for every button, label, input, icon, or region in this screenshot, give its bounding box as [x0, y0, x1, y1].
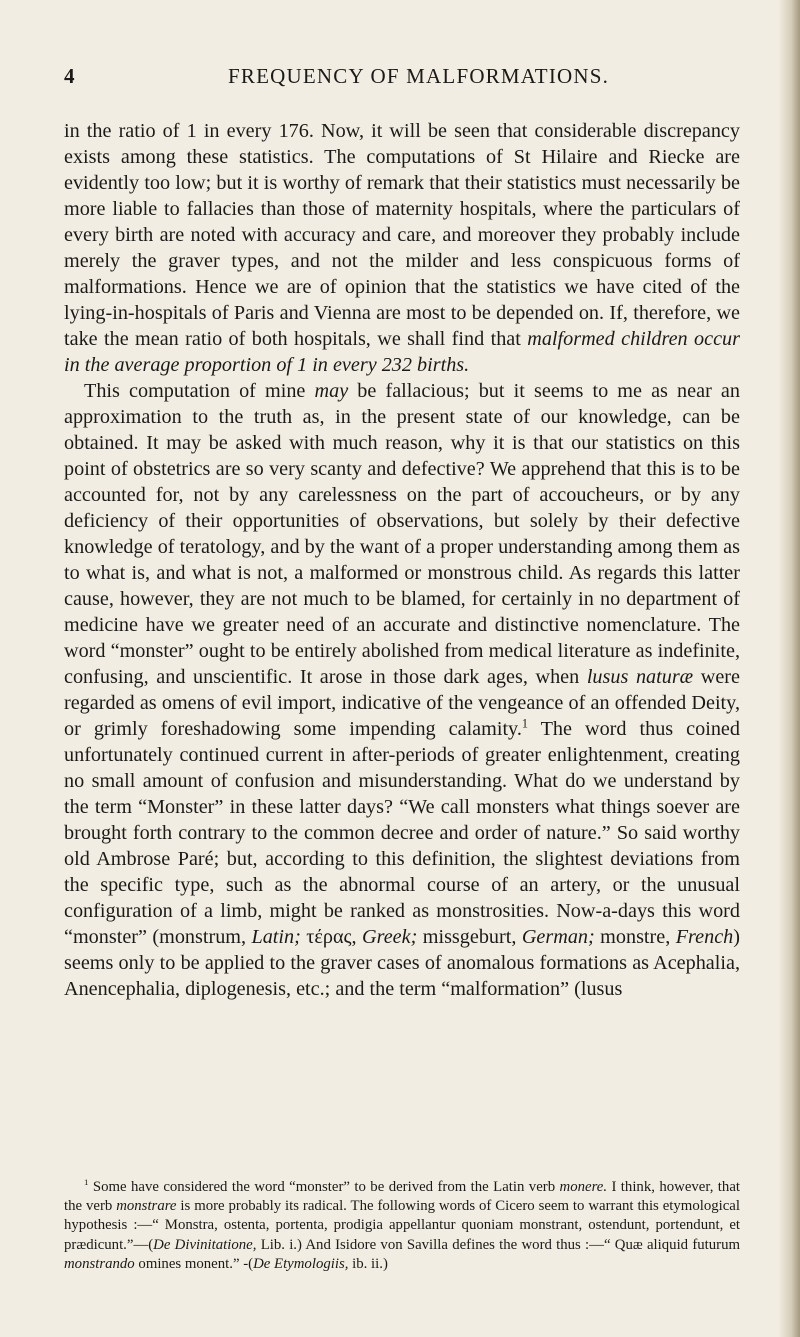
emphasis-french: French [675, 926, 734, 948]
footnote-marker: 1 [84, 1177, 89, 1188]
emphasis-monstrare: monstrare [116, 1198, 177, 1215]
text-run: Lib. i.) And Isidore von Savilla defines the word thus :—“ Quæ aliquid futurum [256, 1236, 740, 1253]
text-run: monstre, [594, 926, 676, 948]
text-run: in the ratio of 1 in every 176. Now, it will be seen that considerable discrepancy exists among these statistics. The computations of St Hilaire and Riecke are evidently too low; but it is worthy of remark that their statistics must necessarily be more liable to fallacies than those of maternity hospitals, where the particulars of every birth are noted with accuracy and care, and moreover they probably include merely the graver types, and not the milder and less conspicuous forms of malformations. Hence we are of opinion that the statistics we have cited of the lying-in-hospitals of Paris and Vienna are most to be depended on. If, therefore, we take the mean ratio of both hospitals, we shall find that [64, 120, 740, 350]
body-text [64, 118, 740, 1002]
emphasis-de-etymologiis: De Etymologiis, [253, 1255, 349, 1272]
emphasis-monere: monere. [559, 1179, 608, 1195]
emphasis-monstrando: monstrando [64, 1255, 135, 1272]
text-run: missgeburt, [417, 926, 522, 948]
text-run: The word thus coined unfortunately continued current in after-periods of greater enlightenment, creating no small amount of confusion and misunderstanding. What do we understand by the term “Monster” in these latter days? “We call monsters what things soever are brought forth contrary to the common decree and order of nature.” So said worthy old Ambrose Paré; but, according to this definition, the slightest deviations from the specific type, such as the abnormal course of an artery, or the unusual configuration of a limb, might be ranked as monstrosities. Now-a-days this word “monster” (monstrum, [64, 718, 740, 948]
text-run: ib. ii.) [348, 1255, 388, 1272]
running-head: FREQUENCY OF MALFORMATIONS. [228, 64, 610, 88]
footnote [64, 1178, 740, 1274]
text-run: is more probably its radical. The following words of Cicero seem to warrant this etymological hypothesis :—“ Monstra, ostenta, portenta, prodigia appellantur quoniam monstrant, ostendunt, portendunt, et prædicunt.”—( [64, 1198, 740, 1253]
text-run: I think, however, that the verb [64, 1179, 740, 1215]
emphasis-greek: Greek; [362, 926, 418, 948]
page-header [64, 64, 744, 94]
paragraph-continuation [64, 118, 740, 378]
text-run: Some have considered the word “monster” to be derived from the Latin verb [88, 1179, 560, 1195]
text-run: ) seems only to be applied to the graver cases of anomalous formations as Acephalia, Anencephalia, diplogenesis, etc.; and the term “malformation” (lusus [64, 926, 740, 1000]
emphasis-lusus-naturae: lusus naturæ [586, 666, 694, 688]
text-run: be fallacious; but it seems to me as near an approximation to the truth as, in the present state of our knowledge, can be obtained. It may be asked with much reason, why it is that our statistics on this point of obstetrics are so very scanty and defective? We apprehend that this is to be accounted for, not by any carelessness on the part of accoucheurs, or by any deficiency of their opportunities of observations, but solely by their defective knowledge of teratology, and by the want of a proper understanding among them as to what is, and what is not, a malformed or monstrous child. As regards this latter cause, however, they are not much to be blamed, for certainly in no department of medicine have we greater need of an accurate and distinctive nomenclature. The word “monster” ought to be entirely abolished from medical literature as indefinite, confusing, and unscientific. It arose in those dark ages, when [64, 380, 740, 688]
text-run: were regarded as omens of evil import, indicative of the vengeance of an offended Deity, or grimly foreshadowing some impending calamity. [64, 666, 740, 740]
emphasis-de-divinitatione: De Divinitatione, [153, 1236, 257, 1253]
emphasis-may: may [314, 380, 349, 402]
text-run: This computation of mine [84, 380, 315, 402]
footnote-reference: 1 [521, 716, 528, 731]
text-run: omines monent.” -( [134, 1255, 254, 1272]
emphasis-latin: Latin; [251, 926, 301, 948]
emphasis-german: German; [521, 926, 595, 948]
paragraph-discussion [64, 378, 740, 1002]
page-edge-shadow [778, 0, 800, 1337]
text-run: τέρας, [300, 926, 363, 948]
emphasis-conclusion: malformed children occur in the average proportion of 1 in every 232 births. [64, 328, 740, 376]
page-number: 4 [64, 64, 76, 88]
